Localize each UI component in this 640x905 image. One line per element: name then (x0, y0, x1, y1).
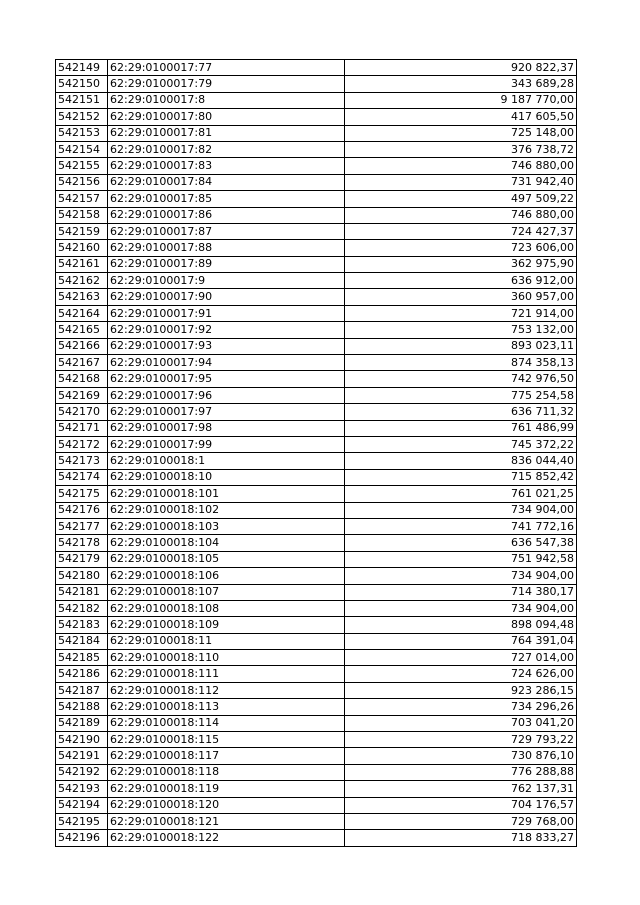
cadastral-value-cell: 753 132,00 (345, 322, 577, 338)
row-number-cell: 542151 (56, 92, 108, 108)
row-number-cell: 542168 (56, 371, 108, 387)
cadastral-value-cell: 714 380,17 (345, 584, 577, 600)
cadastral-number-cell: 62:29:0100018:1 (108, 453, 345, 469)
cadastral-value-cell: 745 372,22 (345, 436, 577, 452)
cadastral-number-cell: 62:29:0100017:96 (108, 387, 345, 403)
row-number-cell: 542152 (56, 109, 108, 125)
cadastral-value-cell: 776 288,88 (345, 764, 577, 780)
cadastral-value-cell: 731 942,40 (345, 174, 577, 190)
cadastral-number-cell: 62:29:0100018:121 (108, 813, 345, 829)
table-row (56, 797, 577, 813)
row-number-cell: 542161 (56, 256, 108, 272)
cadastral-value-cell: 761 486,99 (345, 420, 577, 436)
table-row (56, 600, 577, 616)
row-number-cell: 542188 (56, 699, 108, 715)
row-number-cell: 542153 (56, 125, 108, 141)
row-number-cell: 542157 (56, 191, 108, 207)
cadastral-number-cell: 62:29:0100017:79 (108, 76, 345, 92)
table-row (56, 666, 577, 682)
table-row (56, 699, 577, 715)
cadastral-value-cell: 746 880,00 (345, 207, 577, 223)
cadastral-number-cell: 62:29:0100017:91 (108, 305, 345, 321)
row-number-cell: 542191 (56, 748, 108, 764)
cadastral-number-cell: 62:29:0100017:81 (108, 125, 345, 141)
cadastral-number-cell: 62:29:0100017:98 (108, 420, 345, 436)
row-number-cell: 542167 (56, 355, 108, 371)
cadastral-number-cell: 62:29:0100018:112 (108, 682, 345, 698)
cadastral-value-cell: 746 880,00 (345, 158, 577, 174)
cadastral-value-cell: 764 391,04 (345, 633, 577, 649)
table-row (56, 387, 577, 403)
table-row (56, 682, 577, 698)
cadastral-number-cell: 62:29:0100017:9 (108, 273, 345, 289)
cadastral-number-cell: 62:29:0100017:92 (108, 322, 345, 338)
cadastral-value-cell: 724 626,00 (345, 666, 577, 682)
cadastral-value-cell: 497 509,22 (345, 191, 577, 207)
cadastral-value-cell: 703 041,20 (345, 715, 577, 731)
row-number-cell: 542165 (56, 322, 108, 338)
table-row (56, 305, 577, 321)
cadastral-value-cell: 636 711,32 (345, 404, 577, 420)
table-row (56, 256, 577, 272)
cadastral-value-cell: 343 689,28 (345, 76, 577, 92)
cadastral-value-cell: 836 044,40 (345, 453, 577, 469)
table-row (56, 174, 577, 190)
row-number-cell: 542173 (56, 453, 108, 469)
cadastral-value-cell: 718 833,27 (345, 830, 577, 846)
row-number-cell: 542182 (56, 600, 108, 616)
cadastral-number-cell: 62:29:0100017:99 (108, 436, 345, 452)
cadastral-value-cell: 874 358,13 (345, 355, 577, 371)
row-number-cell: 542181 (56, 584, 108, 600)
cadastral-number-cell: 62:29:0100018:117 (108, 748, 345, 764)
table-row (56, 650, 577, 666)
cadastral-value-cell: 734 904,00 (345, 502, 577, 518)
table-row (56, 371, 577, 387)
cadastral-value-cell: 636 912,00 (345, 273, 577, 289)
table-row (56, 781, 577, 797)
row-number-cell: 542149 (56, 60, 108, 76)
table-row (56, 420, 577, 436)
cadastral-number-cell: 62:29:0100017:88 (108, 240, 345, 256)
cadastral-number-cell: 62:29:0100017:8 (108, 92, 345, 108)
row-number-cell: 542164 (56, 305, 108, 321)
row-number-cell: 542179 (56, 551, 108, 567)
table-row (56, 732, 577, 748)
row-number-cell: 542163 (56, 289, 108, 305)
row-number-cell: 542186 (56, 666, 108, 682)
table-row (56, 764, 577, 780)
table-row (56, 830, 577, 846)
row-number-cell: 542187 (56, 682, 108, 698)
cadastral-number-cell: 62:29:0100017:86 (108, 207, 345, 223)
cadastral-value-cell: 727 014,00 (345, 650, 577, 666)
cadastral-value-cell: 729 793,22 (345, 732, 577, 748)
table-row (56, 633, 577, 649)
cadastral-number-cell: 62:29:0100018:110 (108, 650, 345, 666)
cadastral-number-cell: 62:29:0100017:90 (108, 289, 345, 305)
cadastral-value-cell: 9 187 770,00 (345, 92, 577, 108)
cadastral-number-cell: 62:29:0100017:85 (108, 191, 345, 207)
cadastral-value-cell: 730 876,10 (345, 748, 577, 764)
cadastral-number-cell: 62:29:0100018:106 (108, 568, 345, 584)
table-row (56, 404, 577, 420)
table-row (56, 223, 577, 239)
table-row (56, 191, 577, 207)
cadastral-value-cell: 723 606,00 (345, 240, 577, 256)
cadastral-number-cell: 62:29:0100018:120 (108, 797, 345, 813)
cadastral-value-cell: 741 772,16 (345, 518, 577, 534)
row-number-cell: 542174 (56, 469, 108, 485)
cadastral-number-cell: 62:29:0100018:118 (108, 764, 345, 780)
cadastral-value-cell: 636 547,38 (345, 535, 577, 551)
cadastral-number-cell: 62:29:0100017:77 (108, 60, 345, 76)
cadastral-number-cell: 62:29:0100017:84 (108, 174, 345, 190)
cadastral-number-cell: 62:29:0100018:11 (108, 633, 345, 649)
cadastral-number-cell: 62:29:0100018:109 (108, 617, 345, 633)
table-row (56, 92, 577, 108)
table-row (56, 584, 577, 600)
cadastral-value-cell: 725 148,00 (345, 125, 577, 141)
cadastral-value-cell: 775 254,58 (345, 387, 577, 403)
cadastral-value-cell: 920 822,37 (345, 60, 577, 76)
cadastral-value-cell: 923 286,15 (345, 682, 577, 698)
cadastral-number-cell: 62:29:0100017:80 (108, 109, 345, 125)
cadastral-number-cell: 62:29:0100017:83 (108, 158, 345, 174)
cadastral-value-cell: 734 296,26 (345, 699, 577, 715)
cadastral-number-cell: 62:29:0100017:97 (108, 404, 345, 420)
cadastral-number-cell: 62:29:0100018:102 (108, 502, 345, 518)
table-row (56, 76, 577, 92)
table-row (56, 207, 577, 223)
cadastral-value-cell: 893 023,11 (345, 338, 577, 354)
cadastral-value-cell: 362 975,90 (345, 256, 577, 272)
table-row (56, 551, 577, 567)
cadastral-number-cell: 62:29:0100017:93 (108, 338, 345, 354)
table-row (56, 289, 577, 305)
cadastral-number-cell: 62:29:0100018:103 (108, 518, 345, 534)
cadastral-number-cell: 62:29:0100017:82 (108, 141, 345, 157)
cadastral-number-cell: 62:29:0100018:108 (108, 600, 345, 616)
cadastral-value-cell: 721 914,00 (345, 305, 577, 321)
cadastral-number-cell: 62:29:0100018:107 (108, 584, 345, 600)
cadastral-number-cell: 62:29:0100018:10 (108, 469, 345, 485)
cadastral-value-cell: 751 942,58 (345, 551, 577, 567)
table-row (56, 158, 577, 174)
cadastral-number-cell: 62:29:0100017:89 (108, 256, 345, 272)
table-row (56, 486, 577, 502)
table-row (56, 355, 577, 371)
row-number-cell: 542172 (56, 436, 108, 452)
table-row (56, 469, 577, 485)
row-number-cell: 542166 (56, 338, 108, 354)
row-number-cell: 542156 (56, 174, 108, 190)
row-number-cell: 542189 (56, 715, 108, 731)
row-number-cell: 542184 (56, 633, 108, 649)
table-row (56, 715, 577, 731)
row-number-cell: 542185 (56, 650, 108, 666)
row-number-cell: 542154 (56, 141, 108, 157)
cadastral-number-cell: 62:29:0100017:94 (108, 355, 345, 371)
table-row (56, 125, 577, 141)
table-row (56, 748, 577, 764)
table-row (56, 322, 577, 338)
table-row (56, 436, 577, 452)
cadastral-value-cell: 898 094,48 (345, 617, 577, 633)
cadastral-number-cell: 62:29:0100017:95 (108, 371, 345, 387)
row-number-cell: 542169 (56, 387, 108, 403)
row-number-cell: 542160 (56, 240, 108, 256)
cadastral-value-cell: 761 021,25 (345, 486, 577, 502)
cadastral-value-cell: 734 904,00 (345, 568, 577, 584)
row-number-cell: 542178 (56, 535, 108, 551)
row-number-cell: 542194 (56, 797, 108, 813)
row-number-cell: 542192 (56, 764, 108, 780)
cadastral-value-table (55, 59, 577, 847)
table-row (56, 453, 577, 469)
row-number-cell: 542183 (56, 617, 108, 633)
cadastral-number-cell: 62:29:0100018:104 (108, 535, 345, 551)
table-row (56, 273, 577, 289)
cadastral-value-cell: 729 768,00 (345, 813, 577, 829)
table-row (56, 109, 577, 125)
cadastral-value-cell: 704 176,57 (345, 797, 577, 813)
row-number-cell: 542150 (56, 76, 108, 92)
row-number-cell: 542158 (56, 207, 108, 223)
cadastral-number-cell: 62:29:0100018:114 (108, 715, 345, 731)
row-number-cell: 542175 (56, 486, 108, 502)
table-row (56, 502, 577, 518)
row-number-cell: 542159 (56, 223, 108, 239)
cadastral-value-cell: 734 904,00 (345, 600, 577, 616)
cadastral-value-cell: 417 605,50 (345, 109, 577, 125)
cadastral-number-cell: 62:29:0100018:119 (108, 781, 345, 797)
row-number-cell: 542177 (56, 518, 108, 534)
row-number-cell: 542196 (56, 830, 108, 846)
table-row (56, 568, 577, 584)
cadastral-number-cell: 62:29:0100018:101 (108, 486, 345, 502)
table-row (56, 617, 577, 633)
cadastral-value-cell: 376 738,72 (345, 141, 577, 157)
row-number-cell: 542162 (56, 273, 108, 289)
table-row (56, 240, 577, 256)
table-row (56, 535, 577, 551)
cadastral-value-cell: 724 427,37 (345, 223, 577, 239)
row-number-cell: 542155 (56, 158, 108, 174)
table-row (56, 141, 577, 157)
row-number-cell: 542171 (56, 420, 108, 436)
cadastral-number-cell: 62:29:0100018:105 (108, 551, 345, 567)
row-number-cell: 542170 (56, 404, 108, 420)
row-number-cell: 542180 (56, 568, 108, 584)
table-row (56, 813, 577, 829)
table-body (56, 60, 577, 847)
cadastral-value-cell: 360 957,00 (345, 289, 577, 305)
table-row (56, 338, 577, 354)
row-number-cell: 542190 (56, 732, 108, 748)
cadastral-value-cell: 762 137,31 (345, 781, 577, 797)
table-row (56, 518, 577, 534)
cadastral-number-cell: 62:29:0100018:111 (108, 666, 345, 682)
cadastral-number-cell: 62:29:0100018:122 (108, 830, 345, 846)
cadastral-value-cell: 715 852,42 (345, 469, 577, 485)
row-number-cell: 542176 (56, 502, 108, 518)
table-row (56, 60, 577, 76)
cadastral-number-cell: 62:29:0100018:115 (108, 732, 345, 748)
row-number-cell: 542193 (56, 781, 108, 797)
cadastral-value-cell: 742 976,50 (345, 371, 577, 387)
cadastral-number-cell: 62:29:0100018:113 (108, 699, 345, 715)
cadastral-number-cell: 62:29:0100017:87 (108, 223, 345, 239)
row-number-cell: 542195 (56, 813, 108, 829)
